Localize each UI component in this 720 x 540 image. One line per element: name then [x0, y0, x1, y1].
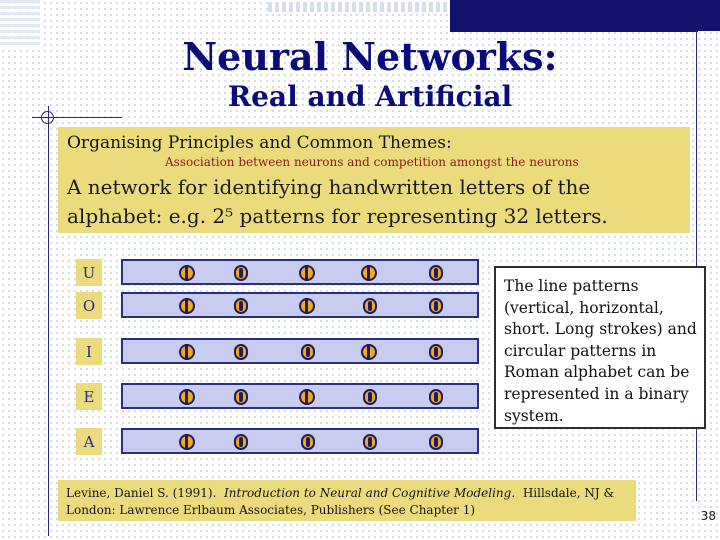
slide-subtitle: Real and Artificial: [227, 80, 513, 113]
bit-one-icon: [299, 298, 315, 314]
bit-zero-icon: [429, 344, 443, 360]
bit-one-icon: [179, 389, 195, 405]
citation-box: [58, 480, 636, 521]
letter-label-o: O: [76, 292, 102, 319]
pattern-row-o: [121, 292, 479, 318]
pattern-row-e: [121, 383, 479, 409]
citation-line-1: [66, 485, 632, 502]
page-number: 38: [700, 509, 716, 523]
bit-one-icon: [361, 344, 377, 360]
bit-one-icon: [179, 265, 195, 281]
principles-heading: Organising Principles and Common Themes:: [67, 133, 452, 153]
principles-box: [58, 127, 690, 233]
pattern-row-u: [121, 259, 479, 285]
bit-zero-icon: [234, 298, 248, 314]
bit-one-icon: [361, 265, 377, 281]
bit-zero-icon: [429, 389, 443, 405]
bit-zero-icon: [363, 434, 377, 450]
citation-author: Levine, Daniel S. (1991).: [66, 486, 217, 500]
letter-label-a: A: [76, 428, 102, 455]
bit-zero-icon: [429, 298, 443, 314]
bit-zero-icon: [234, 265, 248, 281]
principles-body: [67, 173, 687, 231]
letter-label-i: I: [76, 338, 102, 365]
bit-one-icon: [179, 298, 195, 314]
pattern-row-i: [121, 338, 479, 364]
slide-title: Neural Networks:: [182, 34, 558, 79]
note-text: The line patterns (vertical, horizontal, short. Long strokes) and circular patterns in Roman alphabet can be represented in a binary system.: [504, 277, 697, 425]
pattern-row-a: [121, 428, 479, 454]
principles-body-line-2: alphabet: e.g. 2⁵ patterns for representing 32 letters.: [67, 204, 608, 228]
top-center-thumbnail: [268, 2, 448, 12]
citation-line-2: London: Lawrence Erlbaum Associates, Publishers (See Chapter 1): [66, 503, 476, 517]
bit-one-icon: [179, 344, 195, 360]
bit-zero-icon: [363, 298, 377, 314]
top-divider-line: [450, 31, 698, 32]
bit-zero-icon: [301, 344, 315, 360]
letter-label-u: U: [76, 259, 102, 286]
bit-one-icon: [299, 389, 315, 405]
bit-zero-icon: [429, 265, 443, 281]
bit-zero-icon: [234, 434, 248, 450]
bit-zero-icon: [301, 434, 315, 450]
bit-zero-icon: [234, 389, 248, 405]
principles-body-line-1: A network for identifying handwritten letters of the: [67, 175, 591, 199]
bit-zero-icon: [234, 344, 248, 360]
bit-zero-icon: [363, 389, 377, 405]
left-vertical-line: [48, 106, 49, 536]
citation-publisher: Hillsdale, NJ &: [522, 486, 615, 500]
letter-label-e: E: [76, 383, 102, 410]
citation-book-title: Introduction to Neural and Cognitive Modeling.: [224, 486, 516, 500]
bit-one-icon: [299, 265, 315, 281]
citation-text: [66, 485, 632, 519]
top-right-bar: [450, 0, 720, 31]
bit-one-icon: [179, 434, 195, 450]
principles-subheading: Association between neurons and competition amongst the neurons: [165, 155, 579, 169]
note-box: [494, 266, 706, 429]
bit-zero-icon: [429, 434, 443, 450]
